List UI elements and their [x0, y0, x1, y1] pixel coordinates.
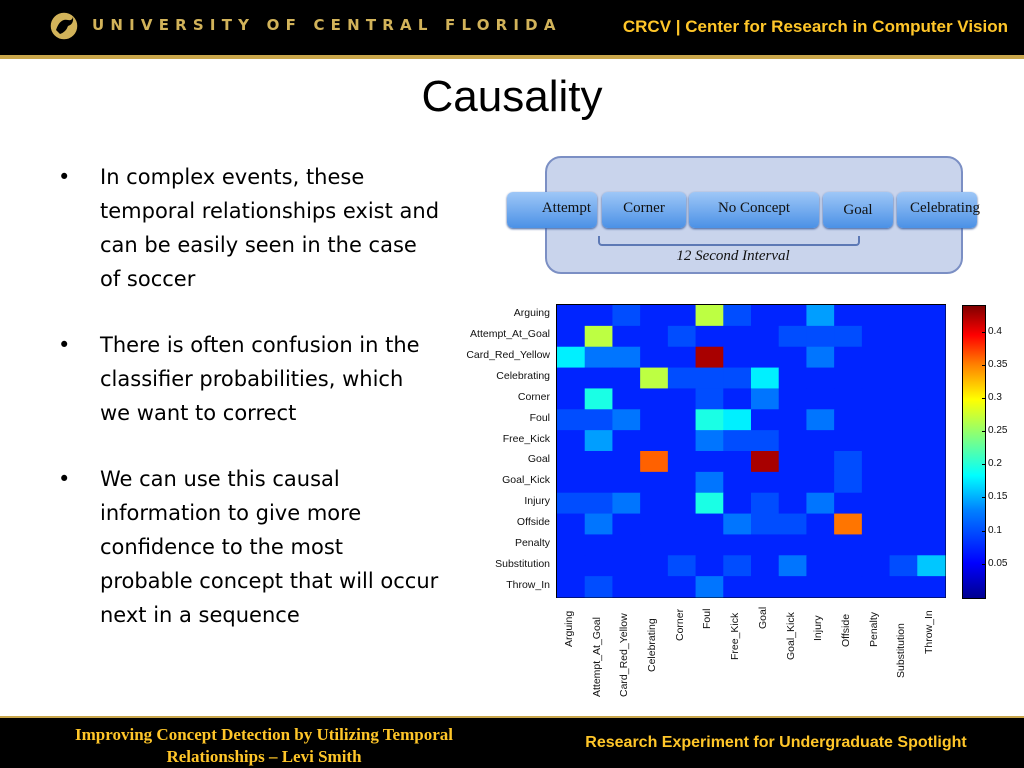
- heatmap-cell: [585, 493, 613, 514]
- heatmap-cell: [585, 576, 613, 597]
- heatmap-cell: [917, 368, 945, 389]
- heatmap-cell: [668, 368, 696, 389]
- colorbar-tick-label: 0.15: [988, 491, 1008, 503]
- heatmap-cell: [557, 347, 585, 368]
- heatmap-cell: [890, 493, 918, 514]
- heatmap-cell: [723, 388, 751, 409]
- heatmap-cell: [862, 388, 890, 409]
- timeline-pill-attempt: Attempt: [507, 192, 597, 228]
- heatmap-cell: [668, 347, 696, 368]
- heatmap-cell: [696, 555, 724, 576]
- heatmap-cell: [696, 472, 724, 493]
- heatmap-cell: [779, 305, 807, 326]
- heatmap-cell: [751, 368, 779, 389]
- heatmap-cell: [557, 305, 585, 326]
- heatmap-row-label: Injury: [524, 495, 550, 508]
- colorbar-tick-label: 0.4: [988, 325, 1002, 337]
- pegasus-logo-icon: [48, 10, 80, 42]
- heatmap-cell: [612, 576, 640, 597]
- footer-title-line2: Relationships – Levi Smith: [166, 747, 362, 766]
- heatmap-cell: [779, 347, 807, 368]
- heatmap-cell: [834, 493, 862, 514]
- heatmap-cell: [806, 430, 834, 451]
- footer-title-line1: Improving Concept Detection by Utilizing Temporal: [75, 725, 453, 744]
- heatmap-cell: [862, 472, 890, 493]
- heatmap-cell: [862, 305, 890, 326]
- heatmap-cell: [779, 555, 807, 576]
- heatmap-cell: [806, 534, 834, 555]
- heatmap-column-label: Goal: [756, 606, 769, 629]
- heatmap-cell: [806, 451, 834, 472]
- heatmap-cell: [585, 534, 613, 555]
- heatmap-cell: [640, 451, 668, 472]
- heatmap-cell: [917, 326, 945, 347]
- heatmap-cell: [751, 326, 779, 347]
- bullet-icon: •: [58, 333, 71, 357]
- heatmap-cell: [557, 326, 585, 347]
- colorbar: [962, 305, 986, 599]
- heatmap-cell: [890, 514, 918, 535]
- heatmap-cell: [612, 555, 640, 576]
- heatmap-cell: [834, 388, 862, 409]
- heatmap-cell: [890, 451, 918, 472]
- heatmap-cell: [834, 472, 862, 493]
- heatmap-cell: [696, 493, 724, 514]
- timeline-panel: [541, 156, 980, 274]
- heatmap-cell: [890, 388, 918, 409]
- heatmap-cell: [557, 368, 585, 389]
- bullet-icon: •: [58, 165, 71, 189]
- heatmap-column-label: Celebrating: [646, 618, 658, 673]
- heatmap-cell: [557, 388, 585, 409]
- heatmap-row-label: Throw_In: [506, 578, 550, 591]
- heatmap-cell: [890, 326, 918, 347]
- heatmap-cell: [640, 493, 668, 514]
- heatmap-column-label: Corner: [673, 609, 686, 642]
- heatmap-cell: [723, 493, 751, 514]
- heatmap-cell: [917, 388, 945, 409]
- heatmap-cell: [668, 576, 696, 597]
- heatmap-column-label: Goal_Kick: [784, 611, 797, 660]
- heatmap-cell: [862, 409, 890, 430]
- footer-presentation-title: [0, 718, 528, 768]
- heatmap-cell: [862, 493, 890, 514]
- heatmap-cell: [834, 368, 862, 389]
- heatmap-cell: [612, 514, 640, 535]
- heatmap-cell: [917, 576, 945, 597]
- colorbar-tick-label: 0.35: [988, 358, 1008, 370]
- heatmap-cell: [668, 430, 696, 451]
- heatmap-cell: [862, 430, 890, 451]
- heatmap-cell: [557, 409, 585, 430]
- heatmap-cell: [612, 388, 640, 409]
- timeline-pill-corner: Corner: [602, 192, 686, 228]
- timeline-pill-no-concept: No Concept: [689, 192, 819, 228]
- heatmap-cell: [557, 451, 585, 472]
- heatmap-cell: [890, 409, 918, 430]
- heatmap-cell: [696, 326, 724, 347]
- interval-bracket: [598, 236, 860, 246]
- heatmap-cell: [640, 534, 668, 555]
- colorbar-tick: [982, 464, 986, 465]
- heatmap-cell: [585, 305, 613, 326]
- heatmap-cell: [585, 388, 613, 409]
- heatmap-cell: [696, 514, 724, 535]
- heatmap-cell: [612, 430, 640, 451]
- heatmap-cell: [834, 451, 862, 472]
- heatmap-cell: [612, 472, 640, 493]
- heatmap-cell: [751, 493, 779, 514]
- heatmap-cell: [612, 305, 640, 326]
- heatmap-column-label: Injury: [812, 615, 825, 642]
- heatmap-cell: [806, 368, 834, 389]
- colorbar-tick: [982, 431, 986, 432]
- heatmap-cell: [862, 555, 890, 576]
- heatmap-column-label: Penalty: [867, 612, 880, 648]
- heatmap-cell: [917, 305, 945, 326]
- header-bar: [0, 0, 1024, 55]
- heatmap-cell: [779, 451, 807, 472]
- colorbar-tick-label: 0.05: [988, 557, 1008, 569]
- heatmap-cell: [779, 430, 807, 451]
- heatmap-cell: [612, 368, 640, 389]
- heatmap-cell: [585, 451, 613, 472]
- bullet-item: [58, 328, 440, 430]
- heatmap-row-label: Foul: [529, 411, 550, 424]
- heatmap-row-label: Penalty: [514, 536, 550, 549]
- heatmap-cell: [862, 451, 890, 472]
- heatmap-cell: [612, 451, 640, 472]
- heatmap-cell: [723, 368, 751, 389]
- heatmap-cell: [806, 472, 834, 493]
- heatmap-cell: [751, 388, 779, 409]
- heatmap-column-label: Substitution: [895, 623, 908, 679]
- heatmap-cell: [585, 472, 613, 493]
- heatmap-cell: [668, 534, 696, 555]
- heatmap-cell: [779, 493, 807, 514]
- heatmap-cell: [751, 305, 779, 326]
- heatmap-cell: [834, 514, 862, 535]
- heatmap-cell: [779, 388, 807, 409]
- heatmap-cell: [640, 326, 668, 347]
- heatmap-cell: [668, 388, 696, 409]
- heatmap-cell: [612, 409, 640, 430]
- heatmap-cell: [723, 326, 751, 347]
- heatmap-cell: [557, 576, 585, 597]
- heatmap-cell: [612, 326, 640, 347]
- heatmap-cell: [917, 430, 945, 451]
- heatmap-cell: [723, 347, 751, 368]
- colorbar-tick: [982, 497, 986, 498]
- heatmap-cell: [862, 347, 890, 368]
- bullet-icon: •: [58, 467, 71, 491]
- heatmap-column-label: Offside: [840, 614, 852, 648]
- heatmap-cell: [806, 347, 834, 368]
- colorbar-tick: [982, 531, 986, 532]
- heatmap-row-label: Arguing: [513, 307, 550, 320]
- heatmap-cell: [751, 555, 779, 576]
- heatmap-cell: [806, 326, 834, 347]
- heatmap-cell: [890, 472, 918, 493]
- heatmap-cell: [640, 409, 668, 430]
- heatmap-cell: [806, 555, 834, 576]
- heatmap-cell: [751, 514, 779, 535]
- heatmap-cell: [696, 534, 724, 555]
- heatmap-cell: [640, 388, 668, 409]
- heatmap-cell: [668, 514, 696, 535]
- heatmap-cell: [696, 305, 724, 326]
- heatmap-cell: [890, 555, 918, 576]
- heatmap-cell: [612, 534, 640, 555]
- heatmap-cell: [834, 576, 862, 597]
- heatmap-cell: [862, 368, 890, 389]
- heatmap-column-label: Arguing: [562, 611, 575, 648]
- bullet-text: In complex events, these temporal relationships exist and can be easily seen in the case of soccer: [100, 165, 440, 291]
- heatmap-cell: [723, 534, 751, 555]
- heatmap-cell: [806, 493, 834, 514]
- heatmap-cell: [917, 347, 945, 368]
- heatmap-cell: [696, 451, 724, 472]
- heatmap-cell: [779, 326, 807, 347]
- lab-name: CRCV | Center for Research in Computer Vision: [622, 17, 1008, 36]
- heatmap-cell: [862, 514, 890, 535]
- university-name: UNIVERSITY OF CENTRAL FLORIDA: [92, 16, 562, 34]
- heatmap-cell: [612, 347, 640, 368]
- heatmap-cell: [696, 347, 724, 368]
- heatmap-cell: [862, 534, 890, 555]
- heatmap-cell: [779, 534, 807, 555]
- heatmap-cell: [668, 305, 696, 326]
- colorbar-tick: [982, 564, 986, 565]
- heatmap-cell: [668, 493, 696, 514]
- heatmap-cell: [862, 576, 890, 597]
- heatmap-cell: [834, 534, 862, 555]
- heatmap-cell: [751, 576, 779, 597]
- interval-label: 12 Second Interval: [676, 248, 790, 264]
- heatmap-cell: [557, 430, 585, 451]
- heatmap-column-label: Foul: [701, 608, 714, 629]
- heatmap-cell: [640, 514, 668, 535]
- heatmap-cell: [917, 472, 945, 493]
- heatmap-cell: [751, 409, 779, 430]
- heatmap-cell: [806, 305, 834, 326]
- heatmap-cell: [806, 576, 834, 597]
- bullet-item: [58, 160, 440, 296]
- heatmap-cell: [779, 368, 807, 389]
- heatmap-cell: [723, 305, 751, 326]
- bullet-text: We can use this causal information to give more confidence to the most probable concept that will occur next in a sequence: [100, 467, 439, 627]
- colorbar-tick: [982, 365, 986, 366]
- heatmap-cell: [668, 555, 696, 576]
- heatmap-cell: [751, 430, 779, 451]
- heatmap-cell: [585, 347, 613, 368]
- timeline-pill-celebrating: Celebrating: [897, 192, 977, 228]
- heatmap-cell: [806, 514, 834, 535]
- heatmap-cell: [751, 451, 779, 472]
- heatmap-cell: [640, 430, 668, 451]
- heatmap-cell: [640, 368, 668, 389]
- heatmap-cell: [557, 472, 585, 493]
- heatmap-cell: [779, 409, 807, 430]
- heatmap-cell: [723, 409, 751, 430]
- heatmap-cell: [557, 514, 585, 535]
- timeline-pill-goal: Goal: [823, 192, 893, 228]
- heatmap-cell: [834, 555, 862, 576]
- heatmap-cell: [751, 534, 779, 555]
- heatmap-cell: [834, 326, 862, 347]
- colorbar-tick-label: 0.1: [988, 524, 1002, 536]
- heatmap-cell: [585, 368, 613, 389]
- heatmap-cell: [696, 576, 724, 597]
- heatmap-cell: [585, 430, 613, 451]
- heatmap-cell: [640, 555, 668, 576]
- heatmap-row-label: Card_Red_Yellow: [466, 349, 550, 362]
- heatmap-cell: [723, 514, 751, 535]
- bullet-list: [58, 160, 440, 664]
- heatmap-cell: [917, 555, 945, 576]
- heatmap-cell: [723, 451, 751, 472]
- heatmap-row-label: Substitution: [495, 557, 550, 570]
- colorbar-tick-label: 0.25: [988, 425, 1008, 437]
- heatmap-cell: [668, 472, 696, 493]
- heatmap-cell: [723, 430, 751, 451]
- heatmap-row-label: Celebrating: [496, 370, 550, 382]
- bullet-text: There is often confusion in the classifier probabilities, which we want to correct: [100, 333, 420, 425]
- heatmap-cell: [696, 388, 724, 409]
- header-divider: [0, 55, 1024, 59]
- heatmap-cell: [696, 409, 724, 430]
- heatmap-cell: [668, 326, 696, 347]
- bullet-item: [58, 462, 440, 632]
- heatmap-row-label: Goal: [527, 453, 550, 466]
- heatmap-cell: [834, 430, 862, 451]
- heatmap-cell: [917, 534, 945, 555]
- heatmap-row-label: Attempt_At_Goal: [470, 328, 550, 341]
- heatmap-cell: [834, 347, 862, 368]
- heatmap-cell: [779, 576, 807, 597]
- heatmap-cell: [640, 576, 668, 597]
- heatmap-cell: [890, 534, 918, 555]
- heatmap-cell: [806, 388, 834, 409]
- heatmap-column-label: Attempt_At_Goal: [590, 617, 603, 697]
- heatmap-cell: [890, 305, 918, 326]
- heatmap-cell: [557, 555, 585, 576]
- heatmap-row-label: Free_Kick: [502, 432, 550, 445]
- heatmap-cell: [834, 409, 862, 430]
- heatmap-cell: [917, 493, 945, 514]
- heatmap-cell: [723, 555, 751, 576]
- confusion-heatmap: [556, 304, 946, 598]
- heatmap-cell: [806, 409, 834, 430]
- heatmap-cell: [917, 514, 945, 535]
- heatmap-cell: [917, 409, 945, 430]
- heatmap-cell: [696, 430, 724, 451]
- heatmap-cell: [668, 409, 696, 430]
- heatmap-column-label: Card_Red_Yellow: [618, 613, 631, 697]
- heatmap-cell: [723, 472, 751, 493]
- heatmap-cell: [585, 326, 613, 347]
- colorbar-tick-label: 0.2: [988, 458, 1002, 470]
- heatmap-cell: [585, 555, 613, 576]
- heatmap-cell: [585, 514, 613, 535]
- heatmap-cell: [779, 472, 807, 493]
- heatmap-column-label: Free_Kick: [729, 612, 742, 660]
- heatmap-cell: [640, 472, 668, 493]
- heatmap-cell: [640, 347, 668, 368]
- heatmap-cell: [640, 305, 668, 326]
- heatmap-cell: [917, 451, 945, 472]
- colorbar-tick: [982, 332, 986, 333]
- heatmap-cell: [890, 576, 918, 597]
- heatmap-row-label: Corner: [517, 390, 550, 403]
- heatmap-row-label: Offside: [516, 516, 550, 528]
- heatmap-cell: [779, 514, 807, 535]
- heatmap-cell: [890, 368, 918, 389]
- heatmap-cell: [751, 472, 779, 493]
- heatmap-cell: [862, 326, 890, 347]
- colorbar-tick: [982, 398, 986, 399]
- colorbar-tick-label: 0.3: [988, 391, 1002, 403]
- heatmap-row-label: Goal_Kick: [502, 474, 550, 487]
- heatmap-cell: [612, 493, 640, 514]
- heatmap-cell: [890, 430, 918, 451]
- heatmap-cell: [668, 451, 696, 472]
- heatmap-cell: [723, 576, 751, 597]
- heatmap-cell: [751, 347, 779, 368]
- heatmap-cell: [696, 368, 724, 389]
- heatmap-cell: [557, 534, 585, 555]
- heatmap-cell: [834, 305, 862, 326]
- heatmap-cell: [557, 493, 585, 514]
- heatmap-cell: [585, 409, 613, 430]
- heatmap-column-label: Throw_In: [923, 609, 936, 654]
- slide-title: Causality: [421, 72, 603, 121]
- heatmap-cell: [890, 347, 918, 368]
- footer-program-name: Research Experiment for Undergraduate Spotlight: [528, 718, 1024, 768]
